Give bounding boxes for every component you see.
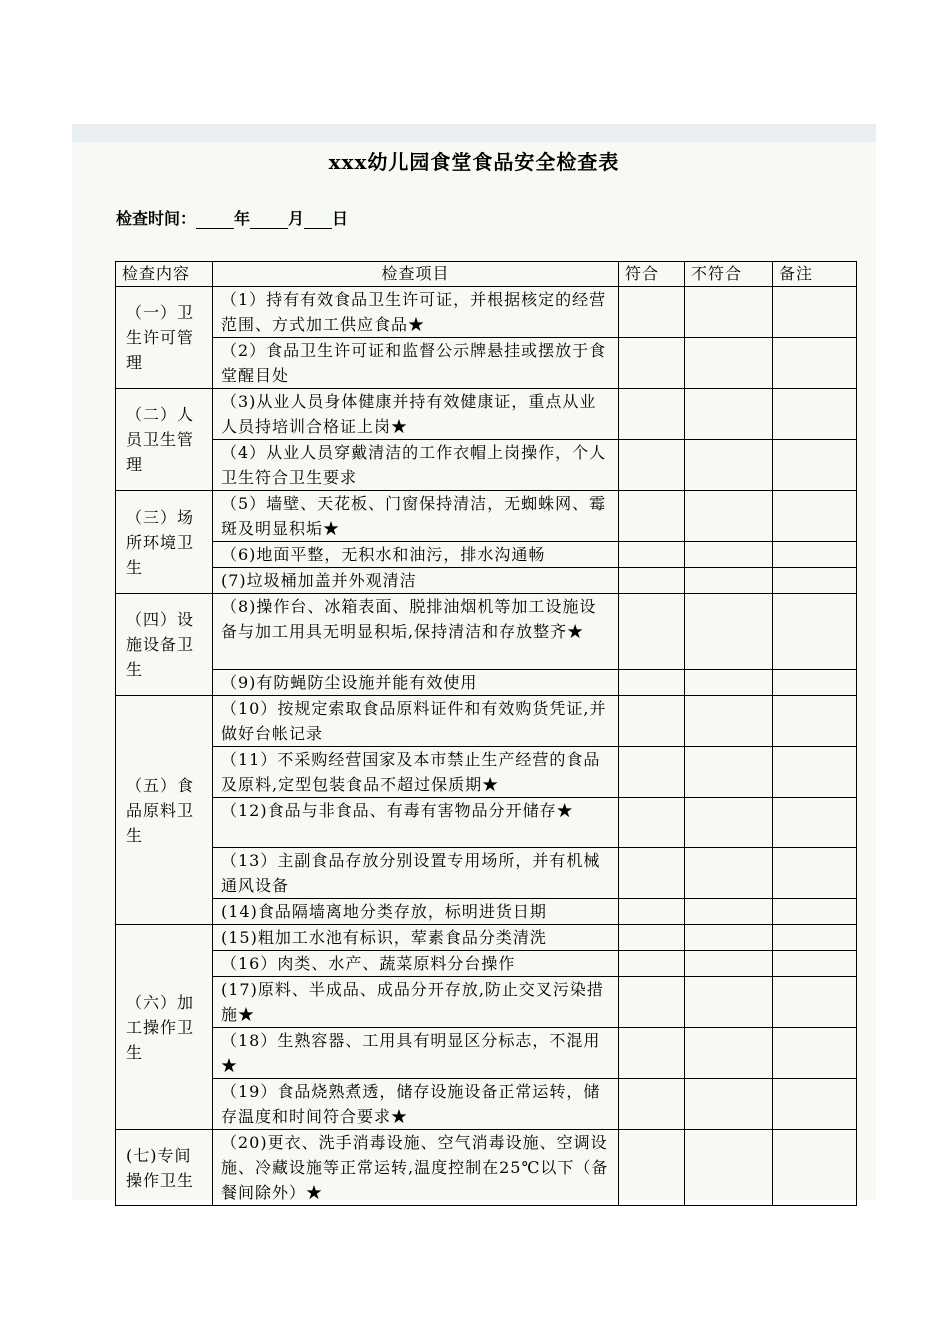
inspection-date-line [116, 206, 348, 229]
nonconform-cell[interactable] [685, 1028, 773, 1079]
table-header-row [116, 262, 857, 287]
remark-cell[interactable] [773, 338, 857, 389]
category-cell: （三）场所环境卫生 [116, 491, 213, 594]
item-cell: （2）食品卫生许可证和监督公示牌悬挂或摆放于食堂醒目处 [213, 338, 619, 389]
item-cell: （11）不采购经营国家及本市禁止生产经营的食品及原料,定型包装食品不超过保质期★ [213, 747, 619, 798]
item-cell: （13）主副食品存放分别设置专用场所，并有机械通风设备 [213, 848, 619, 899]
table-row [116, 670, 857, 696]
item-cell: （10）按规定索取食品原料证件和有效购货凭证,并做好台帐记录 [213, 696, 619, 747]
conform-cell[interactable] [619, 925, 685, 951]
table-row [116, 568, 857, 594]
nonconform-cell[interactable] [685, 747, 773, 798]
table-row [116, 389, 857, 440]
date-label: 检查时间： [116, 209, 197, 228]
conform-cell[interactable] [619, 389, 685, 440]
table-row [116, 747, 857, 798]
sheet-top-band [72, 124, 876, 142]
nonconform-cell[interactable] [685, 440, 773, 491]
document-title: xxx幼儿园食堂食品安全检查表 [328, 150, 620, 174]
table-row [116, 1130, 857, 1206]
header-content: 检查内容 [116, 262, 213, 287]
conform-cell[interactable] [619, 696, 685, 747]
conform-cell[interactable] [619, 594, 685, 670]
header-remark: 备注 [773, 262, 857, 287]
nonconform-cell[interactable] [685, 670, 773, 696]
item-cell: （9)有防蝇防尘设施并能有效使用 [213, 670, 619, 696]
conform-cell[interactable] [619, 747, 685, 798]
remark-cell[interactable] [773, 670, 857, 696]
item-cell: （3)从业人员身体健康并持有效健康证，重点从业人员持培训合格证上岗★ [213, 389, 619, 440]
header-conform: 符合 [619, 262, 685, 287]
remark-cell[interactable] [773, 951, 857, 977]
conform-cell[interactable] [619, 977, 685, 1028]
table-row [116, 899, 857, 925]
category-cell: （二）人员卫生管理 [116, 389, 213, 491]
nonconform-cell[interactable] [685, 925, 773, 951]
category-cell: （四）设施设备卫生 [116, 594, 213, 696]
item-cell: （19）食品烧熟煮透，储存设施设备正常运转，储存温度和时间符合要求★ [213, 1079, 619, 1130]
remark-cell[interactable] [773, 848, 857, 899]
table-row [116, 925, 857, 951]
remark-cell[interactable] [773, 568, 857, 594]
table-row [116, 440, 857, 491]
table-row [116, 696, 857, 747]
conform-cell[interactable] [619, 899, 685, 925]
table-row [116, 338, 857, 389]
nonconform-cell[interactable] [685, 594, 773, 670]
header-item: 检查项目 [213, 262, 619, 287]
nonconform-cell[interactable] [685, 568, 773, 594]
nonconform-cell[interactable] [685, 951, 773, 977]
conform-cell[interactable] [619, 1028, 685, 1079]
remark-cell[interactable] [773, 491, 857, 542]
remark-cell[interactable] [773, 542, 857, 568]
item-cell: （8)操作台、冰箱表面、脱排油烟机等加工设施设备与加工用具无明显积垢,保持清洁和存放整齐★ [213, 594, 619, 670]
table-row [116, 1028, 857, 1079]
conform-cell[interactable] [619, 848, 685, 899]
remark-cell[interactable] [773, 389, 857, 440]
conform-cell[interactable] [619, 491, 685, 542]
remark-cell[interactable] [773, 1130, 857, 1206]
conform-cell[interactable] [619, 287, 685, 338]
item-cell: （20)更衣、洗手消毒设施、空气消毒设施、空调设施、冷藏设施等正常运转,温度控制在25℃以下（备餐间除外）★ [213, 1130, 619, 1206]
item-cell: （16）肉类、水产、蔬菜原料分台操作 [213, 951, 619, 977]
table-row [116, 977, 857, 1028]
year-blank [196, 212, 234, 229]
nonconform-cell[interactable] [685, 696, 773, 747]
nonconform-cell[interactable] [685, 338, 773, 389]
table-body [116, 287, 857, 1206]
remark-cell[interactable] [773, 977, 857, 1028]
conform-cell[interactable] [619, 338, 685, 389]
nonconform-cell[interactable] [685, 977, 773, 1028]
item-cell: （5）墙壁、天花板、门窗保持清洁，无蜘蛛网、霉斑及明显积垢★ [213, 491, 619, 542]
table-row [116, 542, 857, 568]
nonconform-cell[interactable] [685, 389, 773, 440]
item-cell: (7)垃圾桶加盖并外观清洁 [213, 568, 619, 594]
remark-cell[interactable] [773, 1079, 857, 1130]
table-row [116, 594, 857, 670]
table-row [116, 848, 857, 899]
remark-cell[interactable] [773, 899, 857, 925]
remark-cell[interactable] [773, 747, 857, 798]
item-cell: （6)地面平整，无积水和油污，排水沟通畅 [213, 542, 619, 568]
table-row [116, 491, 857, 542]
day-suffix: 日 [332, 209, 349, 228]
conform-cell[interactable] [619, 568, 685, 594]
nonconform-cell[interactable] [685, 899, 773, 925]
table-row [116, 798, 857, 848]
month-blank [250, 212, 288, 229]
remark-cell[interactable] [773, 798, 857, 848]
remark-cell[interactable] [773, 287, 857, 338]
nonconform-cell[interactable] [685, 287, 773, 338]
remark-cell[interactable] [773, 1028, 857, 1079]
nonconform-cell[interactable] [685, 1130, 773, 1206]
category-cell: (七)专间操作卫生 [116, 1130, 213, 1206]
conform-cell[interactable] [619, 951, 685, 977]
month-suffix: 月 [288, 209, 305, 228]
item-cell: (14)食品隔墙离地分类存放，标明进货日期 [213, 899, 619, 925]
category-cell: （五）食品原料卫生 [116, 696, 213, 925]
remark-cell[interactable] [773, 594, 857, 670]
inspection-table [115, 261, 857, 1206]
nonconform-cell[interactable] [685, 1079, 773, 1130]
nonconform-cell[interactable] [685, 491, 773, 542]
remark-cell[interactable] [773, 925, 857, 951]
conform-cell[interactable] [619, 670, 685, 696]
item-cell: （4）从业人员穿戴清洁的工作衣帽上岗操作，个人卫生符合卫生要求 [213, 440, 619, 491]
item-cell: （18）生熟容器、工用具有明显区分标志，不混用★ [213, 1028, 619, 1079]
remark-cell[interactable] [773, 696, 857, 747]
remark-cell[interactable] [773, 440, 857, 491]
conform-cell[interactable] [619, 542, 685, 568]
item-cell: （12)食品与非食品、有毒有害物品分开储存★ [213, 798, 619, 848]
table-row [116, 951, 857, 977]
nonconform-cell[interactable] [685, 542, 773, 568]
day-blank [304, 212, 332, 229]
table-row [116, 287, 857, 338]
year-suffix: 年 [234, 209, 251, 228]
nonconform-cell[interactable] [685, 848, 773, 899]
header-nonconform: 不符合 [685, 262, 773, 287]
nonconform-cell[interactable] [685, 798, 773, 848]
table-row [116, 1079, 857, 1130]
conform-cell[interactable] [619, 440, 685, 491]
item-cell: (15)粗加工水池有标识，荤素食品分类清洗 [213, 925, 619, 951]
item-cell: （1）持有有效食品卫生许可证，并根据核定的经营范围、方式加工供应食品★ [213, 287, 619, 338]
item-cell: (17)原料、半成品、成品分开存放,防止交叉污染措施★ [213, 977, 619, 1028]
conform-cell[interactable] [619, 798, 685, 848]
category-cell: （六）加工操作卫生 [116, 925, 213, 1130]
category-cell: （一）卫生许可管理 [116, 287, 213, 389]
conform-cell[interactable] [619, 1130, 685, 1206]
conform-cell[interactable] [619, 1079, 685, 1130]
